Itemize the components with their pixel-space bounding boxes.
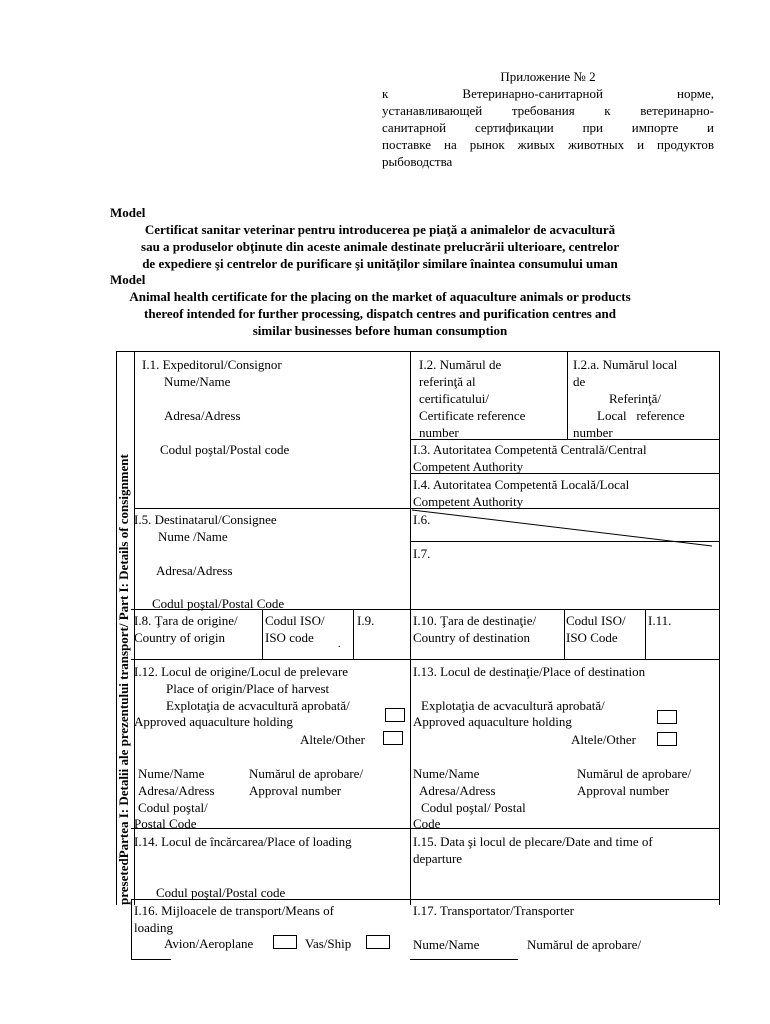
- i2-line: certificatului/: [419, 391, 490, 406]
- i14-title: I.14. Locul de încărcarea/Place of loading: [134, 834, 352, 849]
- i6-strike-line: [410, 508, 720, 548]
- i2-line: referinţă al: [419, 374, 476, 389]
- i13-postal: Codul poştal/ Postal: [421, 800, 526, 815]
- i13-approval: Numărul de aprobare/: [577, 766, 692, 781]
- side-label: presetedPartea I: Detalii ale prezentului transport/ Part I: Details of consignment: [116, 454, 131, 905]
- title-en-line: similar businesses before human consumption: [252, 323, 508, 338]
- annex-header: [382, 68, 714, 170]
- i5-postal: Codul poştal/Postal Code: [152, 596, 285, 611]
- i9-dot: .: [338, 639, 341, 650]
- title-en-line: thereof intended for further processing, dispatch centres and purification centres and: [144, 306, 616, 321]
- annex-line: к Ветеринарно-санитарной норме,: [382, 86, 714, 101]
- i1-postal: Codul poştal/Postal code: [160, 442, 290, 457]
- i12-holding: Explotaţia de acvacultură aprobată/: [166, 698, 350, 713]
- i16-title: I.16. Mijloacele de transport/Means of: [134, 903, 334, 918]
- i12-sub: Place of origin/Place of harvest: [166, 681, 330, 696]
- i16-plane: Avion/Aeroplane: [164, 936, 254, 951]
- i1-title: I.1. Expeditorul/Consignor: [142, 357, 282, 372]
- i13-title: I.13. Locul de destinaţie/Place of destination: [413, 664, 646, 679]
- model-label-en: Model: [110, 272, 146, 287]
- i12-postal: Codul poştal/: [138, 800, 208, 815]
- i3-line: Competent Authority: [413, 459, 524, 474]
- i17-title: I.17. Transportator/Transporter: [413, 903, 574, 918]
- iso-code-2: Codul ISO/: [566, 613, 626, 628]
- i10-line: Country of destination: [413, 630, 530, 645]
- i17-approval: Numărul de aprobare/: [527, 937, 642, 952]
- i13-address: Adresa/Adress: [419, 783, 496, 798]
- annex-title: Приложение № 2: [500, 69, 596, 84]
- i13-other: Altele/Other: [571, 732, 636, 747]
- i12-holding: Approved aquaculture holding: [134, 714, 293, 729]
- i3-line: I.3. Autoritatea Competentă Centrală/Central: [413, 442, 647, 457]
- i1-address: Adresa/Adress: [164, 408, 241, 423]
- i10-line: I.10. Ţara de destinaţie/: [413, 613, 537, 628]
- i2a-line: Local reference: [597, 408, 685, 423]
- i12-approval: Approval number: [249, 783, 342, 798]
- i2a-line: number: [573, 425, 613, 440]
- i13-holding: Explotaţia de acvacultură aprobată/: [421, 698, 605, 713]
- i6-label: I.6.: [413, 512, 431, 527]
- i12-approval: Numărul de aprobare/: [249, 766, 364, 781]
- annex-line: устанавливающей требования к ветеринарно-: [382, 103, 714, 118]
- model-label-ro: Model: [110, 205, 146, 220]
- i5-name: Nume /Name: [158, 529, 228, 544]
- i15-line: departure: [413, 851, 463, 866]
- i13-approval: Approval number: [577, 783, 670, 798]
- i12-other: Altele/Other: [300, 732, 365, 747]
- i9-label: I.9.: [357, 613, 375, 628]
- i14-postal: Codul poştal/Postal code: [156, 885, 286, 900]
- annex-line: рыбоводства: [382, 154, 453, 169]
- i16-plane-checkbox[interactable]: [273, 935, 297, 949]
- i12-name: Nume/Name: [138, 766, 205, 781]
- iso-code-2: ISO Code: [566, 630, 618, 645]
- i13-other-checkbox[interactable]: [657, 732, 677, 746]
- i7-label: I.7.: [413, 546, 431, 561]
- i16-ship-checkbox[interactable]: [366, 935, 390, 949]
- i12-postal: Postal Code: [134, 816, 197, 831]
- i4-line: I.4. Autoritatea Competentă Locală/Local: [413, 477, 630, 492]
- i13-holding: Approved aquaculture holding: [413, 714, 572, 729]
- iso-code-1: Codul ISO/: [265, 613, 325, 628]
- i2-line: Certificate reference: [419, 408, 526, 423]
- i12-address: Adresa/Adress: [138, 783, 215, 798]
- i12-other-checkbox[interactable]: [383, 731, 403, 745]
- title-ro-line: Certificat sanitar veterinar pentru introducerea pe piaţă a animalelor de acvacultură: [144, 222, 616, 237]
- i12-holding-checkbox[interactable]: [385, 708, 405, 722]
- i2-line: I.2. Numărul de: [419, 357, 502, 372]
- annex-line: санитарной сертификации при импорте и: [382, 120, 714, 135]
- i13-holding-checkbox[interactable]: [657, 710, 677, 724]
- annex-line: поставке на рынок живых животных и продуктов: [382, 137, 714, 152]
- i16-title: loading: [134, 920, 173, 935]
- i2a-line: Referinţă/: [609, 391, 661, 406]
- i12-title: I.12. Locul de origine/Locul de prelevare: [134, 664, 349, 679]
- iso-code-1: ISO code: [265, 630, 314, 645]
- i2a-line: de: [573, 374, 586, 389]
- title-en-line: Animal health certificate for the placing on the market of aquaculture animals or products: [129, 289, 631, 304]
- i8-line: I.8. Ţara de origine/: [134, 613, 238, 628]
- i4-line: Competent Authority: [413, 494, 524, 509]
- i13-postal: Code: [413, 816, 441, 831]
- i5-address: Adresa/Adress: [156, 563, 233, 578]
- i16-ship: Vas/Ship: [305, 936, 352, 951]
- i15-line: I.15. Data şi locul de plecare/Date and time of: [413, 834, 653, 849]
- i5-title: I.5. Destinatarul/Consignee: [134, 512, 277, 527]
- i13-name: Nume/Name: [413, 766, 480, 781]
- i1-name: Nume/Name: [164, 374, 231, 389]
- title-ro-line: de expediere şi centrelor de purificare şi unităţilor similare înaintea consumului uman: [142, 256, 618, 271]
- title-ro-line: sau a produselor obţinute din aceste animale destinate prelucrării ulterioare, centrelor: [141, 239, 619, 254]
- i17-name: Nume/Name: [413, 937, 480, 952]
- i2a-line: I.2.a. Numărul local: [573, 357, 678, 372]
- i11-label: I.11.: [648, 613, 672, 628]
- i2-line: number: [419, 425, 459, 440]
- i8-line: Country of origin: [134, 630, 225, 645]
